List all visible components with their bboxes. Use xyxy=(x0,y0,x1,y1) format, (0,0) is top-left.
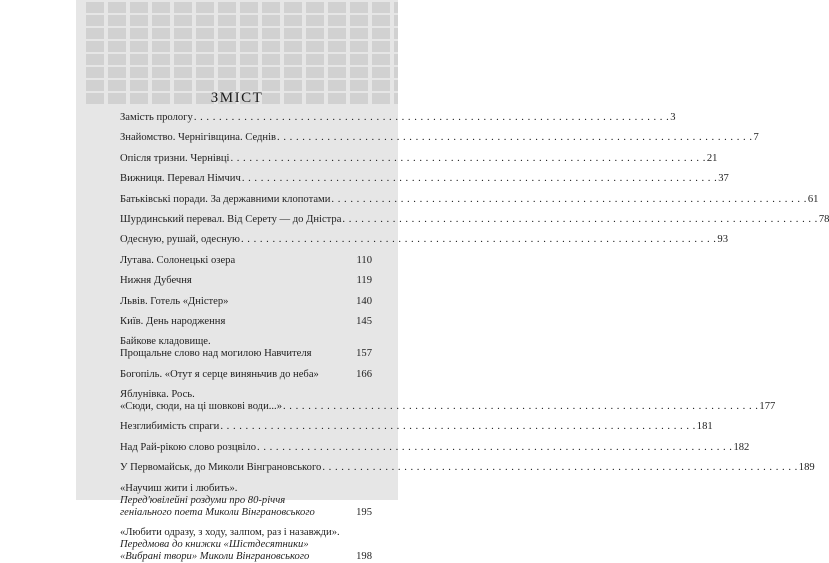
toc-entry[interactable] xyxy=(120,173,729,185)
toc-entry-title: Лутава. Солонецькі озера xyxy=(120,254,236,266)
toc-entry-title: У Первомайськ, до Миколи Вінграновського xyxy=(120,462,322,474)
toc-entry[interactable] xyxy=(120,213,829,226)
toc-page-number: 7 xyxy=(753,132,759,144)
toc-page-number: 3 xyxy=(670,112,676,123)
toc-page-number: 198 xyxy=(356,551,372,563)
toc-entry[interactable] xyxy=(120,369,372,381)
toc-row xyxy=(120,296,372,308)
toc-entry-subtitle: Перед'ювілейні роздуми про 80-річчя xyxy=(120,494,286,506)
toc-entry-title: Львів. Готель «Дністер» xyxy=(120,295,229,307)
toc-page-number: 119 xyxy=(356,275,372,287)
dot-leader xyxy=(230,153,705,165)
toc-row xyxy=(120,132,759,144)
toc-row xyxy=(120,193,819,206)
toc-entry[interactable] xyxy=(120,275,372,287)
dot-leader xyxy=(220,421,695,433)
toc-entry-title: Опісля тризни. Чернівці xyxy=(120,152,230,164)
toc-entry-title: Над Рай-рікою слово розцвіло xyxy=(120,441,257,453)
toc-page-number: 195 xyxy=(356,506,372,518)
toc-entry[interactable] xyxy=(120,527,372,563)
dot-leader xyxy=(242,173,717,185)
toc-entry[interactable] xyxy=(120,132,759,144)
dot-leader xyxy=(283,401,758,413)
toc-entry-title: Замість прологу xyxy=(120,112,193,123)
toc-row xyxy=(120,152,718,165)
toc-page-number: 37 xyxy=(718,173,729,185)
toc-entry-title: Шурдинський перевал. Від Серету — до Дністра xyxy=(120,213,342,225)
toc-entry[interactable] xyxy=(120,152,718,165)
toc-entry-title: «Вибрані твори» Миколи Вінграновського xyxy=(120,551,310,563)
toc-row xyxy=(120,369,372,381)
book-page xyxy=(76,0,829,563)
toc-row xyxy=(120,255,372,267)
toc-row xyxy=(120,551,372,563)
toc-entry[interactable] xyxy=(120,112,676,124)
toc-page-number: 140 xyxy=(356,295,372,307)
toc-row xyxy=(120,275,372,287)
toc-entry-title: Знайомство. Чернігівщина. Седнів xyxy=(120,132,277,144)
toc-page-number: 181 xyxy=(696,421,713,433)
toc-entry[interactable] xyxy=(120,336,372,360)
toc-entry-title: Батьківські поради. За державними клопотами xyxy=(120,193,331,205)
toc-entry[interactable] xyxy=(120,441,750,454)
page-title: ЗМІСТ xyxy=(210,90,264,106)
toc-entry[interactable] xyxy=(120,234,728,246)
toc-entry[interactable] xyxy=(120,193,819,206)
toc-entry-title: Незглибимість спраги xyxy=(120,421,220,433)
toc-entry[interactable] xyxy=(120,462,815,474)
toc-row xyxy=(120,507,372,519)
dot-leader xyxy=(277,132,752,144)
toc-row xyxy=(120,173,729,185)
toc-entry[interactable] xyxy=(120,316,372,328)
toc-entry[interactable] xyxy=(120,296,372,308)
toc-entry-title: «Научиш жити і любить». xyxy=(120,482,238,494)
toc-row xyxy=(120,421,713,433)
toc-entry-title: геніального поета Миколи Вінграновського xyxy=(120,506,315,518)
toc-entry-title: Яблунівка. Рось. xyxy=(120,389,195,401)
dot-leader xyxy=(322,462,797,474)
dot-leader xyxy=(241,234,716,246)
toc-row xyxy=(120,316,372,328)
toc-page-number: 93 xyxy=(717,234,728,246)
toc-row xyxy=(120,462,815,474)
toc-row xyxy=(120,112,676,124)
toc-entry[interactable] xyxy=(120,389,776,413)
toc-page-number: 61 xyxy=(807,193,819,205)
toc-entry-title: Прощальне слово над могилою Навчителя xyxy=(120,348,312,360)
toc-entry-title: Київ. День народження xyxy=(120,315,226,327)
table-of-contents xyxy=(120,112,829,563)
toc-entry-title: «Сюди, сюди, на ці шовкові води...» xyxy=(120,401,282,413)
toc-page-number: 177 xyxy=(759,401,776,413)
bleed-through-text xyxy=(86,0,398,96)
toc-entry-title: «Любити одразу, з ходу, залпом, раз і назавжди». xyxy=(120,527,340,539)
dot-leader xyxy=(257,442,732,454)
toc-row xyxy=(120,213,829,226)
dot-leader xyxy=(342,214,817,226)
toc-page-number: 182 xyxy=(733,441,750,453)
toc-entry[interactable] xyxy=(120,483,372,519)
toc-entry-title: Байкове кладовище. xyxy=(120,336,211,348)
toc-page-number: 189 xyxy=(798,462,815,474)
dot-leader xyxy=(194,112,669,124)
toc-page-number: 110 xyxy=(356,254,372,266)
toc-entry-subtitle: Передмова до книжки «Шістдесятники» xyxy=(120,539,309,551)
toc-entry-title: Богопіль. «Отут я серце виняньчив до неба» xyxy=(120,368,319,380)
toc-row xyxy=(120,401,776,413)
toc-page-number: 78 xyxy=(818,213,829,225)
toc-entry-title: Вижниця. Перевал Німчич xyxy=(120,173,241,185)
toc-entry[interactable] xyxy=(120,255,372,267)
toc-entry[interactable] xyxy=(120,421,713,433)
toc-page-number: 21 xyxy=(706,152,718,164)
dot-leader xyxy=(331,194,806,206)
toc-row xyxy=(120,348,372,360)
toc-row xyxy=(120,441,750,454)
toc-page-number: 166 xyxy=(356,368,372,380)
toc-entry-title: Одесную, рушай, одесную xyxy=(120,234,240,246)
toc-page-number: 145 xyxy=(356,315,372,327)
toc-entry-title: Нижня Дубечня xyxy=(120,275,192,287)
toc-row xyxy=(120,234,728,246)
toc-page-number: 157 xyxy=(356,348,372,360)
